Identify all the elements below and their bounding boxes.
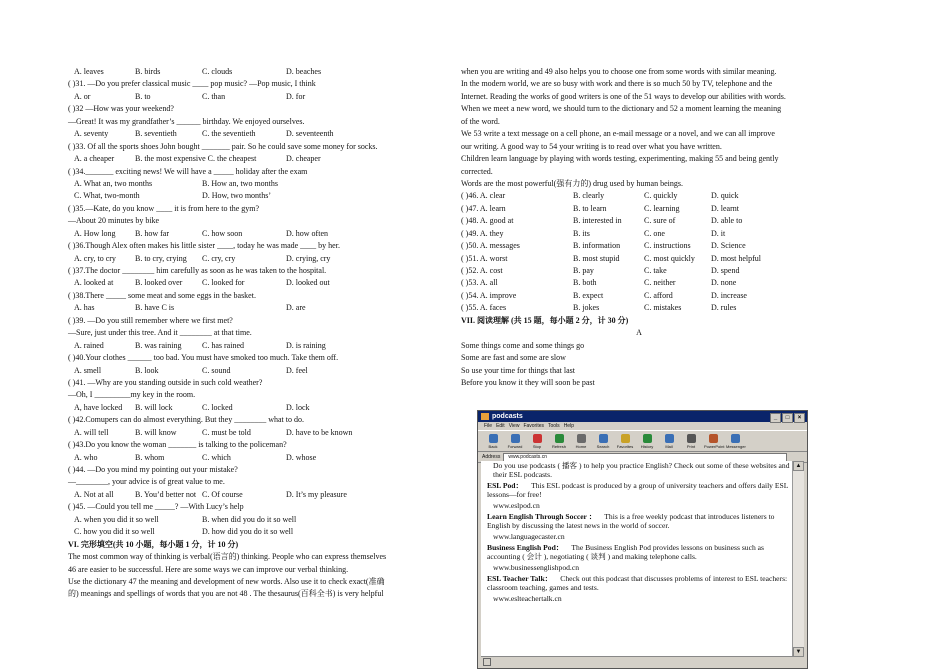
maximize-button[interactable]: □ [782, 413, 793, 423]
option-text: B. information [573, 241, 621, 251]
browser-window [477, 410, 808, 669]
page-content [481, 461, 794, 657]
toolbar-label: Messenger [726, 443, 746, 449]
option-text: D. have to be known [286, 427, 353, 437]
stop-icon [533, 434, 542, 443]
option-line [68, 514, 424, 526]
option-line [68, 66, 424, 78]
option-line [461, 215, 817, 227]
menu-item-tools[interactable]: Tools [548, 423, 560, 429]
text-line: ( )39. —Do you still remember where we first met? [68, 315, 233, 325]
print-icon [687, 434, 696, 443]
text-line: when you are writing and 49 also helps you to choose one from some words with similar meaning. [461, 67, 777, 76]
text-line: VI. 完形填空(共 10 小题，每小题 1 分，计 10 分) [68, 539, 239, 549]
option-line [461, 290, 817, 302]
toolbar-mail-button[interactable] [660, 434, 678, 449]
option-text: D. most helpful [711, 253, 761, 263]
toolbar-label: Stop [532, 443, 542, 449]
podcast-name: Learn English Through Soccer ： [487, 512, 597, 521]
toolbar-label: Back [488, 443, 498, 449]
option-text: D. are [286, 303, 306, 313]
option-text: B. looked over [135, 278, 183, 288]
browser-toolbar [478, 430, 807, 452]
option-text: B. will know [135, 427, 177, 437]
option-text: D. it [711, 228, 726, 238]
option-text: C. which [202, 452, 231, 462]
option-line [68, 489, 424, 501]
toolbar-messenger-button[interactable] [726, 434, 744, 449]
podcast-item [487, 512, 790, 530]
podcast-item [487, 574, 790, 592]
option-text: C. sound [202, 365, 231, 375]
option-text: A. or [74, 91, 91, 101]
podcast-url-link[interactable]: www.businessenglishpod.cn [493, 563, 579, 572]
option-text: A. seventy [74, 129, 109, 139]
toolbar-history-button[interactable] [638, 434, 656, 449]
text-line: ( )41. —Why are you standing outside in such cold weather? [68, 377, 263, 387]
toolbar-label: Forward [507, 443, 523, 449]
option-line [461, 190, 817, 202]
text-line: —Great! It was my grandfather’s ______ birthday. We enjoyed ourselves. [68, 116, 305, 126]
text-line: of the word. [461, 116, 500, 126]
option-line [68, 526, 424, 538]
address-label: Address [482, 454, 501, 460]
option-text: B. look [135, 365, 159, 375]
option-text: ( )54. A. improve [461, 290, 517, 300]
option-text: ( )53. A. all [461, 278, 498, 288]
toolbar-label: Mail [665, 443, 673, 449]
option-text: A. when you did it so well [74, 514, 159, 524]
menu-item-help[interactable]: Help [563, 423, 574, 429]
option-line [68, 91, 424, 103]
podcast-name: ESL Pod： [487, 481, 524, 490]
option-text: D. increase [711, 290, 747, 300]
option-text: A. What an, two months [74, 178, 153, 188]
option-text: C. the seventieth [202, 129, 256, 139]
option-text: ( )46. A. clear [461, 191, 506, 201]
toolbar-label: Home [575, 443, 587, 449]
option-text: B. most stupid [573, 253, 620, 263]
option-text: ( )50. A. messages [461, 241, 520, 251]
home-icon [577, 434, 586, 443]
toolbar-powerpoint-button[interactable] [704, 434, 725, 449]
option-text: A. rained [74, 340, 104, 350]
option-text: A. smell [74, 365, 102, 375]
text-line: ( )32 —How was your weekend? [68, 104, 174, 114]
option-line [68, 253, 424, 265]
option-text: D. looked out [286, 278, 330, 288]
text-line: ( )36.Though Alex often makes his little sister ____, today he was made ____ by her. [68, 241, 340, 251]
option-line [68, 452, 424, 464]
option-text: B. to cry, crying [135, 253, 187, 263]
option-text: C. has rained [202, 340, 244, 350]
text-line: Internet. Reading the works of good writers is one of the 51 ways to develop our abilities with words. [461, 91, 786, 101]
podcast-url-link[interactable]: www.eslpod.cn [493, 501, 540, 510]
option-text: A. who [74, 452, 98, 462]
option-text: C. mistakes [644, 303, 682, 313]
option-text: ( )48. A. good at [461, 216, 514, 226]
menu-bar [478, 422, 807, 430]
left-column [68, 66, 424, 601]
option-text: B. interested in [573, 216, 622, 226]
option-text: B. was raining [135, 340, 182, 350]
text-line: Use the dictionary 47 the meaning and development of new words. Also use it to check exact(准确 [68, 576, 385, 586]
search-icon [599, 434, 608, 443]
option-line [68, 153, 424, 165]
option-text: A. leaves [74, 67, 104, 76]
option-text: C. one [644, 228, 665, 238]
scroll-up-arrow-icon[interactable]: ▲ [793, 461, 804, 471]
text-line: In the modern world, we are so busy with work and there is so much 50 by TV, telephone and the [461, 79, 773, 89]
podcast-name: ESL Teacher Talk： [487, 574, 553, 583]
option-line [68, 178, 424, 190]
option-text: A. looked at [74, 278, 114, 288]
option-text: D. spend [711, 266, 740, 275]
podcast-description: The Business English Pod provides lessons on business such as accounting ( 会计 ), negotiating ( 谈判 ) and making telephone calls. [487, 543, 764, 561]
option-text: B. when did you do it so well [202, 514, 297, 524]
option-text: C. how soon [202, 228, 243, 238]
text-line: corrected. [461, 166, 493, 176]
option-text: ( )49. A. they [461, 228, 504, 238]
podcast-name: Business English Pod： [487, 543, 564, 552]
favorites-icon [621, 434, 630, 443]
option-text: C. clouds [202, 67, 233, 76]
option-text: D. How, two months’ [202, 191, 272, 201]
option-line [68, 365, 424, 377]
text-line: our writing. A good way to 54 your writing is to read over what you have written. [461, 141, 722, 151]
option-text: A. has [74, 303, 95, 313]
toolbar-home-button[interactable] [572, 434, 590, 449]
option-text: C. neither [644, 278, 676, 288]
option-text: A, have locked [74, 402, 123, 412]
text-line: ( )42.Comupers can do almost everything. But they ________ what to do. [68, 415, 304, 425]
toolbar-label: Search [596, 443, 610, 449]
text-line: 的) meanings and spellings of words that you are not 48 . The thesaurus(百科全书) is very helpful [68, 589, 384, 599]
option-text: D. able to [711, 216, 743, 226]
option-text: C. learning [644, 203, 680, 213]
option-text: B. You’d better not [135, 489, 197, 499]
option-text: D. whose [286, 452, 317, 462]
option-text: A. How long [74, 228, 116, 238]
toolbar-stop-button[interactable] [528, 434, 546, 449]
option-text: D. Science [711, 241, 746, 251]
option-text: A. cry, to cry [74, 253, 116, 263]
text-line: 46 are easier to be successful. Here are some ways we can improve our verbal thinking. [68, 564, 349, 574]
close-button[interactable]: × [794, 413, 805, 423]
option-text: D. rules [711, 303, 737, 313]
intro-text: Do you use podcasts ( 播客 ) to help you practice English? Check out some of these websites and their ESL podcasts. [493, 461, 790, 479]
option-text: B. have C is [135, 303, 175, 313]
option-text: D. none [711, 278, 737, 288]
option-text: D. feel [286, 365, 308, 375]
menu-item-file[interactable]: File [484, 423, 493, 429]
page-status-icon [483, 658, 491, 666]
text-line: ( )38.There _____ some meat and some eggs in the basket. [68, 290, 256, 300]
option-text: D. how did you do it so well [202, 527, 294, 537]
option-text: A. Not at all [74, 489, 114, 499]
option-text: A. will tell [74, 427, 109, 437]
option-text: C. quickly [644, 191, 678, 201]
toolbar-label: PowerPoint [704, 443, 725, 449]
text-line: VII. 阅读理解 (共 15 题，每小题 2 分，计 30 分) [461, 315, 629, 325]
option-text: B. How an, two months [202, 178, 278, 188]
option-line [461, 302, 817, 314]
right-column [461, 66, 817, 389]
option-text: C. instructions [644, 241, 691, 251]
menu-item-favorites[interactable]: Favorites [523, 423, 544, 429]
option-line [68, 277, 424, 289]
toolbar-forward-button[interactable] [506, 434, 524, 449]
text-line: ( )45. —Could you tell me _____? —With Lucy’s help [68, 502, 244, 512]
text-line: Children learn language by playing with words testing, experimenting, making 55 and being gently [461, 154, 779, 164]
browser-titlebar [478, 411, 807, 422]
option-line [461, 265, 817, 277]
option-text: C. cry, cry [202, 253, 236, 263]
messenger-icon [731, 434, 740, 443]
option-text: D. quick [711, 191, 739, 201]
option-text: B. to [135, 91, 151, 101]
podcast-url-link[interactable]: www.eslteachertalk.cn [493, 594, 562, 603]
option-text: D. for [286, 91, 306, 101]
toolbar-back-button[interactable] [484, 434, 502, 449]
option-text: B. expect [573, 290, 604, 300]
option-text: B. birds [135, 67, 161, 76]
powerpoint-icon [709, 434, 718, 443]
podcast-description: This is a free weekly podcast that introduces listeners to English by discussing the latest news in the world of soccer. [487, 512, 775, 530]
mail-icon [665, 434, 674, 443]
text-line: ( )43.Do you know the woman _______ is talking to the policeman? [68, 440, 287, 450]
text-line: ( )44. —Do you mind my pointing out your mistake? [68, 465, 238, 474]
podcast-item [487, 543, 790, 561]
option-text: C. must be told [202, 427, 251, 437]
option-text: B. clearly [573, 191, 605, 201]
menu-item-edit[interactable]: Edit [496, 423, 505, 429]
toolbar-print-button[interactable] [682, 434, 700, 449]
option-text: C. What, two-month [74, 191, 140, 201]
menu-item-view[interactable]: View [508, 423, 520, 429]
text-line: —Oh, I _________my key in the room. [68, 390, 196, 400]
status-bar [481, 656, 804, 666]
text-line: A [636, 328, 642, 338]
option-text: B. seventieth [135, 129, 177, 139]
text-line: —About 20 minutes by bike [68, 216, 160, 226]
option-line [461, 203, 817, 215]
option-text: D. seventeenth [286, 129, 334, 139]
text-line: ( )31. —Do you prefer classical music ____ pop music? —Pop music, I think [68, 79, 316, 89]
toolbar-refresh-button[interactable] [550, 434, 568, 449]
option-text: D. beaches [286, 67, 322, 76]
option-text: C. locked [202, 402, 233, 412]
browser-app-icon [481, 413, 489, 420]
podcast-description: Check out this podcast that discusses problems of interest to ESL teachers: classroom teaching, games and tests. [487, 574, 788, 592]
toolbar-favorites-button[interactable] [616, 434, 634, 449]
text-line: The most common way of thinking is verbal(语言的) thinking. People who can express themselves [68, 552, 387, 562]
option-text: B. will lock [135, 402, 173, 412]
option-text: D. is raining [286, 340, 326, 350]
option-text: C. take [644, 266, 667, 275]
address-input[interactable]: www.podcasts.cn [503, 453, 787, 462]
option-text: C. than [202, 91, 226, 101]
refresh-icon [555, 434, 564, 443]
text-line: Some are fast and some are slow [461, 353, 566, 363]
text-line: Words are the most powerful(强有力的) drug used by human beings. [461, 178, 683, 188]
text-line: We 53 write a text message on a cell phone, an e-mail message or a novel, and we can all improve [461, 129, 775, 139]
option-line [68, 190, 424, 202]
podcast-item [487, 481, 790, 499]
text-line: When we meet a new word, we should turn to the dictionary and 52 a moment learning the meaning [461, 104, 782, 114]
option-text: D. cheaper [286, 154, 321, 164]
option-text: D. crying, cry [286, 253, 331, 263]
option-text: ( )47. A. learn [461, 203, 506, 213]
vertical-scrollbar[interactable] [792, 461, 804, 657]
text-line: Some things come and some things go [461, 340, 585, 350]
text-line: ( )35.—Kate, do you know ____ it is from here to the gym? [68, 203, 260, 213]
toolbar-search-button[interactable] [594, 434, 612, 449]
option-line [68, 402, 424, 414]
option-line [68, 340, 424, 352]
text-line: —________, your advice is of great value to me. [68, 477, 225, 487]
toolbar-label: Refresh [551, 443, 566, 449]
option-line [461, 277, 817, 289]
option-text: B. jokes [573, 303, 600, 313]
minimize-button[interactable]: _ [770, 413, 781, 423]
text-line: —Sure, just under this tree. And it ________ at that time. [68, 328, 252, 338]
text-line: So use your time for things that last [461, 365, 575, 375]
option-text: ( )55. A. faces [461, 303, 507, 313]
option-line [461, 253, 817, 265]
option-text: D. learnt [711, 203, 739, 213]
option-text: B. its [573, 228, 590, 238]
back-icon [489, 434, 498, 443]
toolbar-label: History [640, 443, 654, 449]
option-text: ( )52. A. cost [461, 266, 503, 275]
option-line [68, 228, 424, 240]
podcast-url-link[interactable]: www.languagecaster.cn [493, 532, 565, 541]
option-text: B. to learn [573, 203, 607, 213]
toolbar-label: Print [686, 443, 696, 449]
text-line: ( )34._______ exciting news! We will have a _____ holiday after the exam [68, 166, 308, 176]
podcast-description: This ESL podcast is produced by a group of university teachers and offers daily ESL lessons—for free! [487, 481, 789, 499]
option-line [461, 240, 817, 252]
option-text: C. Of course [202, 489, 243, 499]
option-text: D. lock [286, 402, 310, 412]
option-text: B. both [573, 278, 597, 288]
option-text: D. how often [286, 228, 328, 238]
option-text: B. pay [573, 266, 594, 275]
option-text: B. the most expensive C. the cheapest [135, 154, 257, 164]
option-text: C. looked for [202, 278, 245, 288]
toolbar-label: Favorites [616, 443, 634, 449]
option-text: A. a cheaper [74, 154, 115, 164]
option-line [461, 228, 817, 240]
option-text: C. sure of [644, 216, 676, 226]
scroll-down-arrow-icon[interactable]: ▼ [793, 647, 804, 657]
text-line: ( )40.Your clothes ______ too bad. You must have smoked too much. Take them off. [68, 353, 339, 363]
option-text: C. afford [644, 290, 673, 300]
browser-title: podcasts [492, 413, 523, 420]
option-text: B. how far [135, 228, 169, 238]
option-line [68, 128, 424, 140]
option-text: D. It’s my pleasure [286, 489, 347, 499]
option-text: B. whom [135, 452, 165, 462]
text-line: Before you know it they will soon be past [461, 377, 595, 387]
text-line: ( )37.The doctor ________ him carefully as soon as he was taken to the hospital. [68, 266, 327, 275]
text-line: ( )33. Of all the sports shoes John bought _______ pair. So he could save some money for socks. [68, 141, 378, 151]
option-text: C. how you did it so well [74, 527, 155, 537]
option-text: C. most quickly [644, 253, 695, 263]
history-icon [643, 434, 652, 443]
option-line [68, 427, 424, 439]
option-text: ( )51. A. worst [461, 253, 508, 263]
option-line [68, 302, 424, 314]
forward-icon [511, 434, 520, 443]
